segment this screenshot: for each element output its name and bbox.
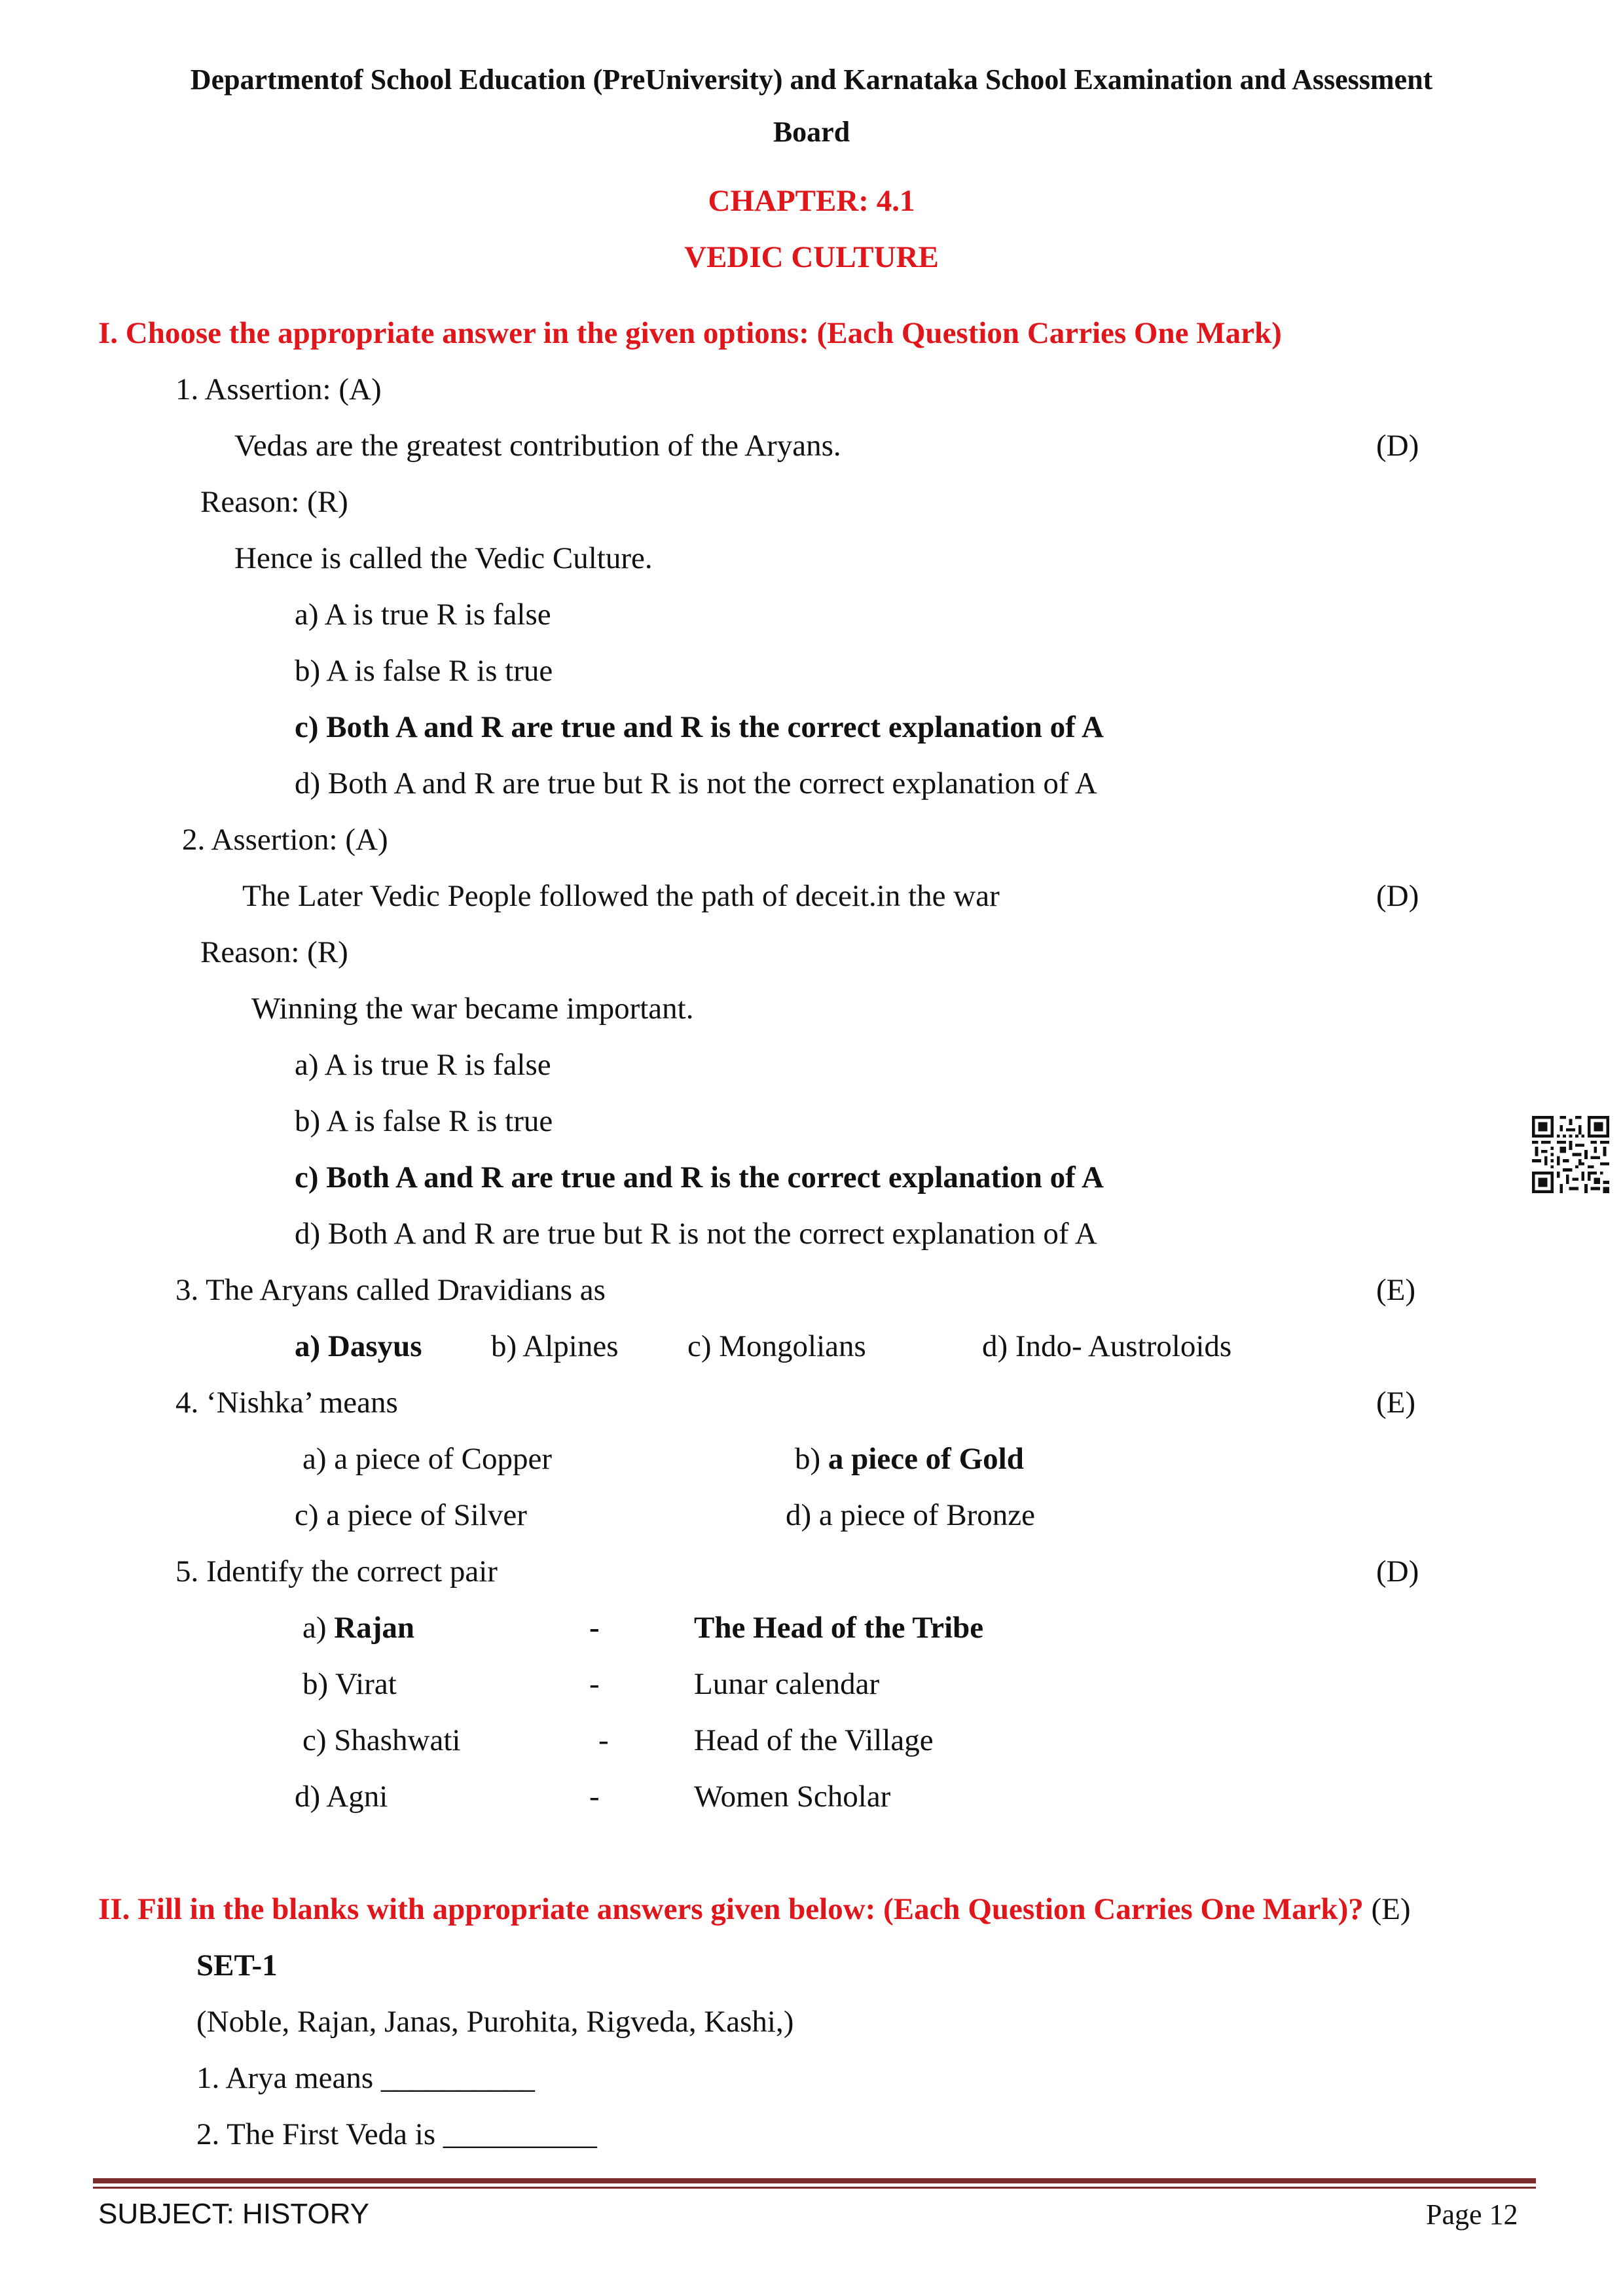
q2-option-d: d) Both A and R are true but R is not the correct explanation of A bbox=[295, 1217, 1097, 1251]
q1-option-b: b) A is false R is true bbox=[295, 654, 553, 688]
q1-option-a: a) A is true R is false bbox=[295, 598, 551, 632]
q5-pair-a-right: The Head of the Tribe bbox=[694, 1611, 984, 1645]
q4-option-c: c) a piece of Silver bbox=[295, 1498, 527, 1532]
q2-level: (D) bbox=[1376, 879, 1419, 913]
q5-pair-d-dash: - bbox=[589, 1780, 600, 1814]
q4-option-b-answer bbox=[795, 1441, 1024, 1477]
q5-pair-a-left: Rajan bbox=[334, 1611, 414, 1645]
section-2-heading bbox=[98, 1892, 1410, 1927]
q1-option-c-answer: c) Both A and R are true and R is the correct explanation of A bbox=[295, 710, 1104, 744]
q4-option-d: d) a piece of Bronze bbox=[786, 1498, 1036, 1532]
q3-option-c: c) Mongolians bbox=[687, 1329, 866, 1363]
q1-assertion: Vedas are the greatest contribution of the Aryans. bbox=[234, 429, 841, 463]
q1-label: 1. Assertion: (A) bbox=[175, 372, 382, 406]
q1-reason-label: Reason: (R) bbox=[200, 485, 348, 519]
q5-level: (D) bbox=[1376, 1554, 1419, 1588]
q4-option-b-prefix: b) bbox=[795, 1442, 828, 1476]
chapter-title: VEDIC CULTURE bbox=[684, 240, 939, 274]
set-label: SET-1 bbox=[196, 1948, 278, 1982]
word-bank: (Noble, Rajan, Janas, Purohita, Rigveda, Kashi,) bbox=[196, 2005, 794, 2039]
fill-blank-1: 1. Arya means __________ bbox=[196, 2061, 535, 2095]
q3-option-b: b) Alpines bbox=[491, 1329, 619, 1363]
header-line-1: Departmentof School Education (PreUniversity) and Karnataka School Examination and Assessment bbox=[190, 63, 1433, 96]
q4-text: 4. ‘Nishka’ means bbox=[175, 1386, 398, 1420]
q2-option-b: b) A is false R is true bbox=[295, 1104, 553, 1138]
q5-pair-c-dash: - bbox=[598, 1723, 609, 1757]
q2-assertion: The Later Vedic People followed the path of deceit.in the war bbox=[242, 879, 1000, 913]
q5-pair-c-left: c) Shashwati bbox=[302, 1723, 461, 1757]
q2-option-a: a) A is true R is false bbox=[295, 1048, 551, 1082]
q5-pair-a-left-answer bbox=[302, 1610, 414, 1645]
q5-pair-d-left: d) Agni bbox=[295, 1780, 388, 1814]
footer-rule-thin bbox=[93, 2187, 1536, 2189]
q5-pair-b-left: b) Virat bbox=[302, 1667, 397, 1701]
q5-pair-c-right: Head of the Village bbox=[694, 1723, 934, 1757]
section-2-heading-text: II. Fill in the blanks with appropriate answers given below: (Each Question Carries One Mark)? bbox=[98, 1892, 1364, 1926]
fill-blank-2: 2. The First Veda is __________ bbox=[196, 2117, 597, 2151]
q2-reason-label: Reason: (R) bbox=[200, 935, 348, 969]
q3-option-d: d) Indo- Austroloids bbox=[982, 1329, 1232, 1363]
q4-option-a: a) a piece of Copper bbox=[302, 1442, 553, 1476]
q4-option-b-text: a piece of Gold bbox=[828, 1442, 1024, 1476]
q5-pair-a-dash: - bbox=[589, 1611, 600, 1645]
q4-level: (E) bbox=[1376, 1386, 1416, 1420]
section-2-level: (E) bbox=[1363, 1892, 1411, 1926]
q5-pair-a-prefix: a) bbox=[302, 1611, 335, 1645]
q5-pair-b-right: Lunar calendar bbox=[694, 1667, 880, 1701]
footer-page-number: Page 12 bbox=[1426, 2198, 1518, 2231]
footer-subject: SUBJECT: HISTORY bbox=[98, 2198, 370, 2230]
q2-reason: Winning the war became important. bbox=[251, 992, 694, 1026]
chapter-number: CHAPTER: 4.1 bbox=[708, 184, 915, 218]
q5-text: 5. Identify the correct pair bbox=[175, 1554, 498, 1588]
footer-rule-thick bbox=[93, 2178, 1536, 2183]
section-1-heading: I. Choose the appropriate answer in the given options: (Each Question Carries One Mark) bbox=[98, 316, 1282, 350]
qr-code-icon bbox=[1532, 1116, 1609, 1193]
q3-text: 3. The Aryans called Dravidians as bbox=[175, 1273, 606, 1307]
q5-pair-d-right: Women Scholar bbox=[694, 1780, 891, 1814]
q1-reason: Hence is called the Vedic Culture. bbox=[234, 541, 653, 575]
q3-option-a-answer: a) Dasyus bbox=[295, 1329, 422, 1363]
q2-option-c-answer: c) Both A and R are true and R is the correct explanation of A bbox=[295, 1160, 1104, 1194]
q5-pair-b-dash: - bbox=[589, 1667, 600, 1701]
header-line-2: Board bbox=[773, 116, 850, 148]
q3-level: (E) bbox=[1376, 1273, 1416, 1307]
q1-option-d: d) Both A and R are true but R is not the correct explanation of A bbox=[295, 766, 1097, 800]
q2-label: 2. Assertion: (A) bbox=[182, 823, 388, 857]
q1-level: (D) bbox=[1376, 429, 1419, 463]
